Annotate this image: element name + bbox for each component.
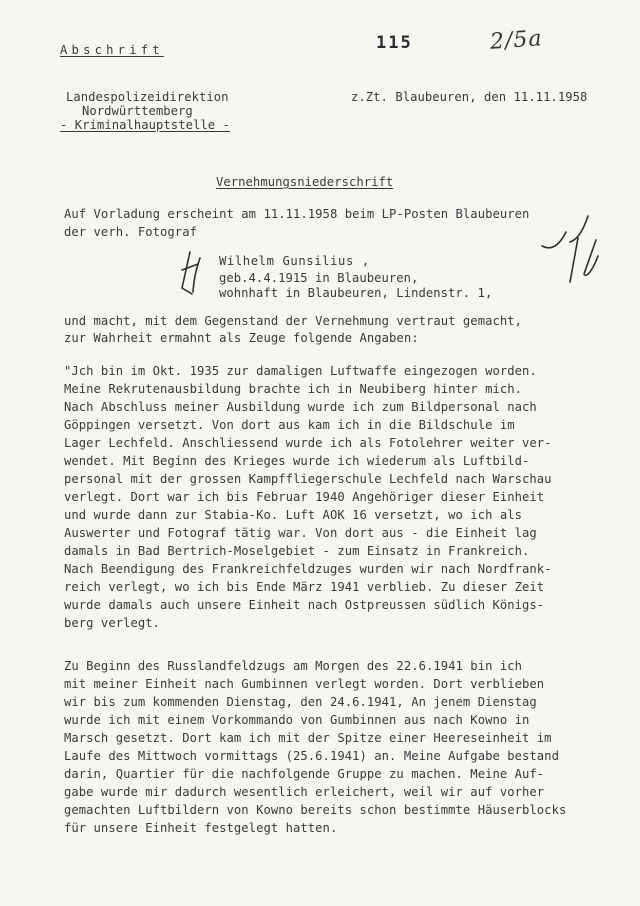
person-birth: geb.4.4.1915 in Blaubeuren, xyxy=(219,271,419,285)
document-title: Vernehmungsniederschrift xyxy=(216,175,394,189)
preamble-line-2: zur Wahrheit ermahnt als Zeuge folgende Angaben: xyxy=(64,331,419,345)
p1-line: Auswerter und Fotograf tätig war. Von dort aus - die Einheit lag xyxy=(64,526,537,540)
p2-line: wir bis zum kommenden Dienstag, den 24.6.1941, An jenem Dienstag xyxy=(64,695,537,709)
handwritten-initial-left-icon xyxy=(176,248,216,303)
p1-line: Nach Beendigung des Frankreichfeldzuges wurden wir nach Nordfrank- xyxy=(64,562,552,576)
p1-line: personal mit der grossen Kampffliegerschule Lechfeld nach Warschau xyxy=(64,472,552,486)
doc-type-label: Abschrift xyxy=(60,43,164,57)
p2-line: mit meiner Einheit nach Gumbinnen verlegt worden. Dort verblieben xyxy=(64,677,545,691)
place-date: z.Zt. Blaubeuren, den 11.11.1958 xyxy=(351,90,588,104)
p2-line: gemachten Luftbildern von Kowno bereits schon bestimmte Häuserblocks xyxy=(64,803,567,817)
person-name: Wilhelm Gunsilius , xyxy=(219,254,370,268)
preamble-line-1: und macht, mit dem Gegenstand der Vernehmung vertraut gemacht, xyxy=(64,314,523,328)
intro-line-2: der verh. Fotograf xyxy=(64,225,197,239)
p1-line: und wurde dann zur Stabia-Ko. Luft AOK 16 versetzt, wo ich als xyxy=(64,508,523,522)
p2-line: Laufe des Mittwoch vormittags (25.6.1941) an. Meine Aufgabe bestand xyxy=(64,749,559,763)
p2-line: wurde ich mit einem Vorkommando von Gumbinnen aus nach Kowno in xyxy=(64,713,530,727)
authority-line-3: - Kriminalhauptstelle - xyxy=(60,118,230,132)
p1-line: verlegt. Dort war ich bis Februar 1940 Angehöriger dieser Einheit xyxy=(64,490,545,504)
p1-line: Lager Lechfeld. Anschliessend wurde ich als Fotolehrer weiter ver- xyxy=(64,436,552,450)
p1-line: reich verlegt, wo ich bis Ende März 1941 verblieb. Zu dieser Zeit xyxy=(64,580,545,594)
p1-line: wurde damals auch unsere Einheit nach Ostpreussen südlich Königs- xyxy=(64,598,545,612)
handwritten-number: 2/5a xyxy=(489,26,544,55)
p1-line: damals in Bad Bertrich-Moselgebiet - zum Einsatz in Frankreich. xyxy=(64,544,530,558)
p2-line: Marsch gesetzt. Dort kam ich mit der Spitze einer Heereseinheit im xyxy=(64,731,552,745)
p1-line: wendet. Mit Beginn des Krieges wurde ich wiederum als Luftbild- xyxy=(64,454,530,468)
page-number: 115 xyxy=(376,33,413,53)
p2-line: darin, Quartier für die nachfolgende Gruppe zu machen. Meine Auf- xyxy=(64,767,545,781)
p1-line: Nach Abschluss meiner Ausbildung wurde ich zum Bildpersonal nach xyxy=(64,400,537,414)
p2-line: für unsere Einheit festgelegt hatten. xyxy=(64,821,338,835)
p1-line: "Jch bin im Okt. 1935 zur damaligen Luftwaffe eingezogen worden. xyxy=(64,364,537,378)
authority-line-1: Landespolizeidirektion xyxy=(66,90,229,104)
p1-line: berg verlegt. xyxy=(64,616,161,630)
p1-line: Göppingen versetzt. Von dort aus kam ich in die Bildschule im xyxy=(64,418,515,432)
p1-line: Meine Rekrutenausbildung brachte ich in Neubiberg hinter mich. xyxy=(64,382,523,396)
intro-line-1: Auf Vorladung erscheint am 11.11.1958 beim LP-Posten Blaubeuren xyxy=(64,207,530,221)
p2-line: gabe wurde mir dadurch wesentlich erleichert, weil wir auf vorher xyxy=(64,785,545,799)
handwritten-initial-right-icon xyxy=(540,210,610,290)
person-residence: wohnhaft in Blaubeuren, Lindenstr. 1, xyxy=(219,286,493,300)
authority-line-2: Nordwürttemberg xyxy=(82,104,193,118)
p2-line: Zu Beginn des Russlandfeldzugs am Morgen des 22.6.1941 bin ich xyxy=(64,659,523,673)
